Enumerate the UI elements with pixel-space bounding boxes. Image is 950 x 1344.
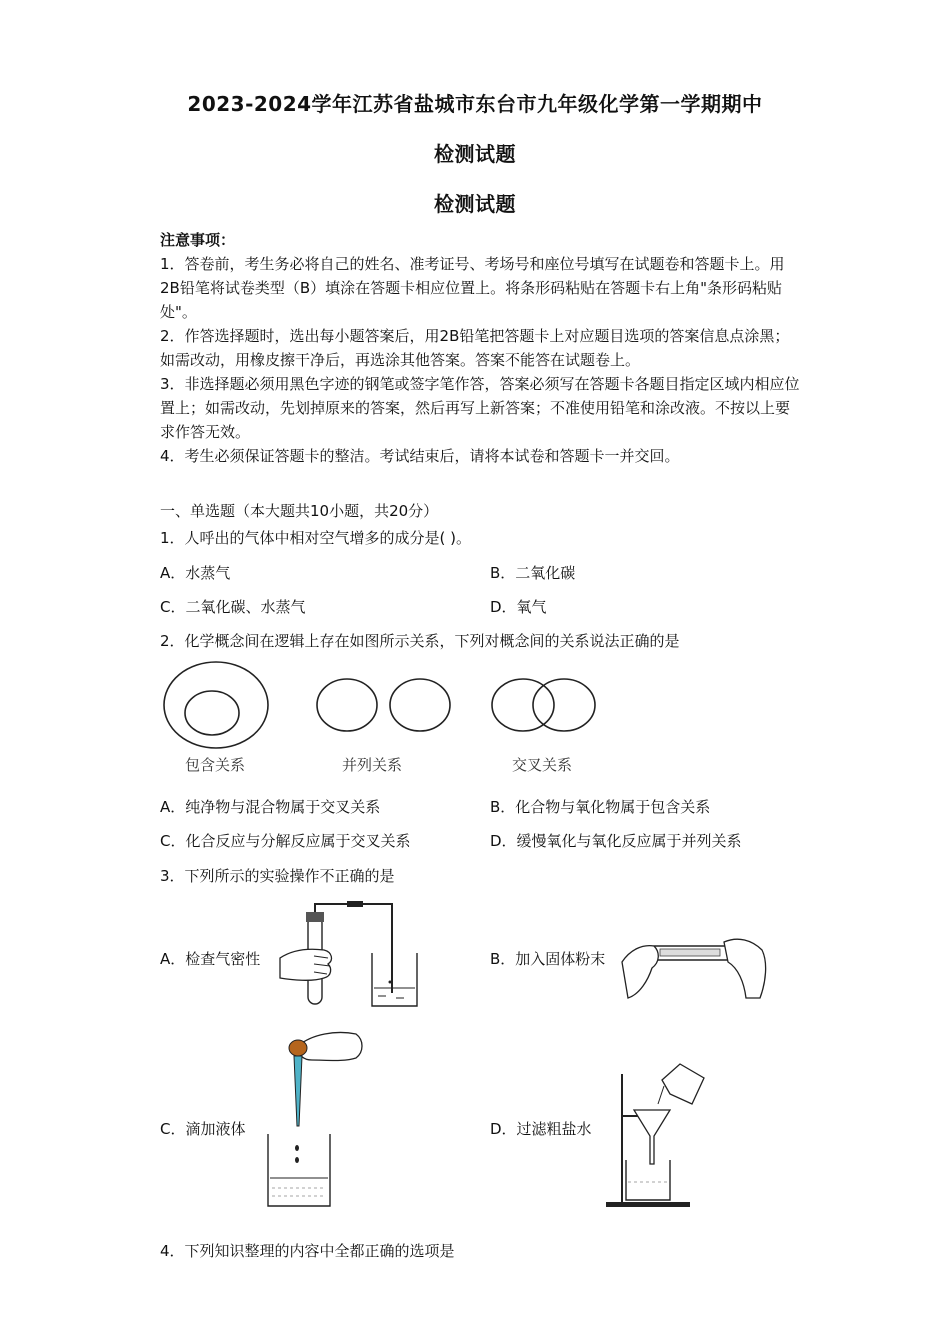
diagram-label-containment: 包含关系 — [185, 756, 246, 774]
q3-option-b: B．加入固体粉末 — [490, 950, 606, 968]
q2-option-b: B．化合物与氧化物属于包含关系 — [490, 798, 711, 816]
notice-heading: 注意事项： — [160, 231, 236, 249]
q1-option-a: A．水蒸气 — [160, 564, 231, 582]
diagram-label-parallel: 并列关系 — [342, 756, 403, 774]
question-1-stem: 1．人呼出的气体中相对空气增多的成分是( )。 — [160, 529, 472, 547]
notice-item-4: 4．考生必须保证答题卡的整洁。考试结束后，请将本试卷和答题卡一并交回。 — [160, 447, 680, 465]
notice-item-1: 1．答卷前，考生务必将自己的姓名、准考证号、考场号和座位号填写在试题卷和答题卡上。用2B铅笔将试卷类型（B）填涂在答题卡相应位置上。将条形码粘贴在答题卡右上角"条形码粘贴处"。 — [160, 255, 785, 321]
section-heading: 一、单选题（本大题共10小题，共20分） — [160, 502, 439, 520]
add-powder-illustration — [620, 932, 770, 1002]
q3-option-a: A．检查气密性 — [160, 950, 261, 968]
question-3-stem: 3．下列所示的实验操作不正确的是 — [160, 867, 395, 885]
question-4-stem: 4．下列知识整理的内容中全都正确的选项是 — [160, 1242, 455, 1260]
question-2-stem: 2．化学概念间在逻辑上存在如图所示关系，下列对概念间的关系说法正确的是 — [160, 632, 680, 650]
q3-option-c: C．滴加液体 — [160, 1120, 246, 1138]
page-title-line3: 检测试题 — [434, 192, 516, 216]
notice-item-2: 2．作答选择题时，选出每小题答案后，用2B铅笔把答题卡上对应题目选项的答案信息点涂黑；如需改动，用橡皮擦干净后，再选涂其他答案。答案不能答在试题卷上。 — [160, 327, 790, 369]
intersect-left-circle — [492, 679, 554, 731]
intersect-right-circle — [533, 679, 595, 731]
airtightness-check-illustration — [272, 898, 422, 1013]
notice-block — [160, 228, 800, 468]
page-title-line1: 2023-2024学年江苏省盐城市东台市九年级化学第一学期期中 — [187, 92, 763, 116]
q2-option-a: A．纯净物与混合物属于交叉关系 — [160, 798, 381, 816]
notice-item-3: 3．非选择题必须用黑色字迹的钢笔或签字笔作答，答案必须写在答题卡各题目指定区域内相应位置上；如需改动，先划掉原来的答案，然后再写上新答案；不准使用铅笔和涂改液。不按以上要求作答无效。 — [160, 375, 800, 441]
q2-option-d: D．缓慢氧化与氧化反应属于并列关系 — [490, 832, 742, 850]
parallel-right-circle — [390, 679, 450, 731]
q1-option-c: C．二氧化碳、水蒸气 — [160, 598, 306, 616]
parallel-left-circle — [317, 679, 377, 731]
containment-inner-circle — [185, 691, 239, 735]
diagram-label-intersect: 交叉关系 — [512, 756, 573, 774]
filtration-illustration — [600, 1060, 720, 1210]
q3-option-d: D．过滤粗盐水 — [490, 1120, 592, 1138]
page-title-line2: 检测试题 — [434, 142, 516, 166]
drop-liquid-illustration — [260, 1030, 370, 1210]
q2-option-c: C．化合反应与分解反应属于交叉关系 — [160, 832, 411, 850]
q1-option-d: D．氧气 — [490, 598, 547, 616]
q1-option-b: B．二氧化碳 — [490, 564, 576, 582]
